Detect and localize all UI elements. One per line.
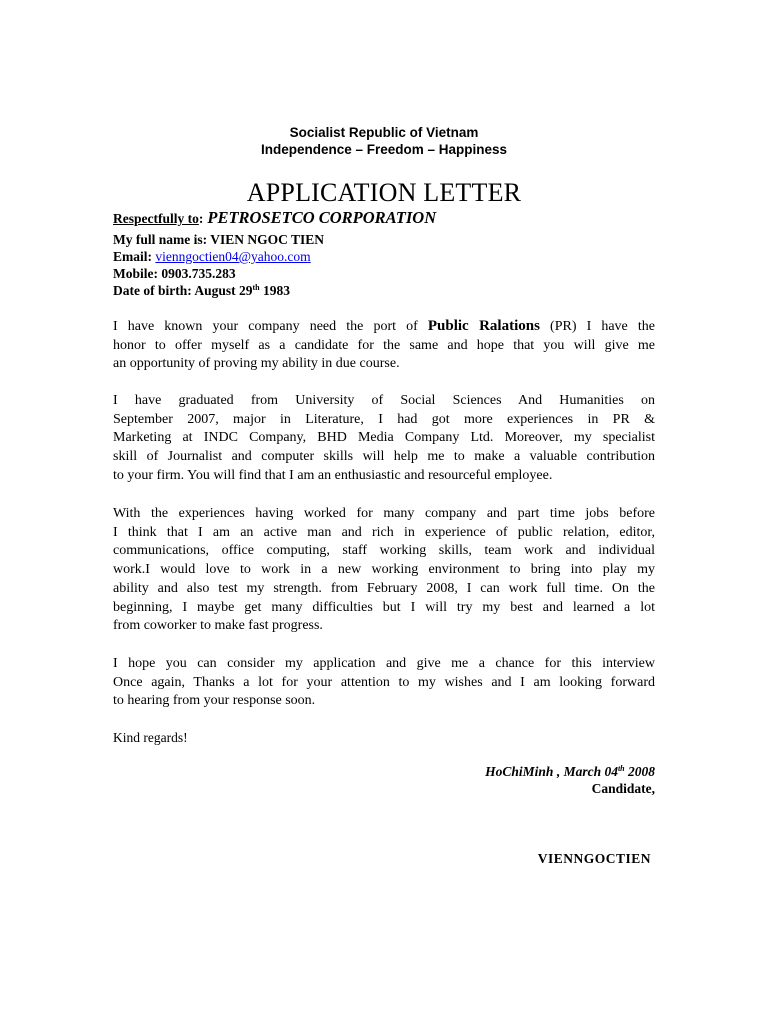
paragraph-2-line: to your firm. You will find that I am an enthusiastic and resourceful employee. (113, 467, 553, 483)
paragraph-2 (113, 392, 655, 486)
date-year: 2008 (624, 764, 655, 779)
paragraph-3-line: beginning, I maybe get many difficulties but I will try my best and learned a lot (113, 599, 655, 615)
paragraph-4 (113, 655, 655, 711)
paragraph-3 (113, 505, 655, 636)
paragraph-3-line: ability and also test my strength. from February 2008, I can work full time. On the (113, 580, 655, 596)
email-line (113, 248, 311, 265)
date-of-birth (113, 282, 290, 299)
mobile: Mobile: 0903.735.283 (113, 266, 236, 281)
paragraph-2-line: I have graduated from University of Social Sciences And Humanities on (113, 393, 655, 408)
candidate-label: Candidate, (591, 781, 655, 796)
p1-text-bold: Public Ralations (427, 318, 540, 334)
paragraph-4-line: to hearing from your response soon. (113, 693, 316, 709)
paragraph-3-line: With the experiences having worked for many company and part time jobs before (113, 506, 655, 521)
place-and-date (485, 764, 655, 780)
date-prefix: HoChiMinh , March 04 (485, 764, 618, 779)
paragraph-1-line: an opportunity of proving my ability in due course. (113, 356, 400, 372)
national-header-line1: Socialist Republic of Vietnam (289, 125, 479, 140)
date-ordinal: th (617, 764, 625, 773)
closing-regards: Kind regards! (113, 730, 188, 745)
full-name: My full name is: VIEN NGOC TIEN (113, 232, 325, 247)
recipient-corporation: PETROSETCO CORPORATION (207, 208, 437, 227)
paragraph-1 (113, 317, 655, 374)
respectfully-label: Respectfully to (113, 211, 199, 226)
paragraph-4-line: Once again, Thanks a lot for your attention to my wishes and I am looking forward (113, 674, 655, 690)
dob-year: 1983 (259, 283, 291, 298)
paragraph-2-line: Marketing at INDC Company, BHD Media Company Ltd. Moreover, my specialist (113, 430, 655, 446)
paragraph-4-line: I hope you can consider my application and give me a chance for this interview (113, 656, 655, 671)
email-link[interactable]: vienngoctien04@yahoo.com (155, 249, 311, 264)
recipient-line (113, 209, 436, 227)
p1-text-c: (PR) I have the (539, 319, 655, 334)
letter-title: APPLICATION LETTER (246, 178, 522, 207)
dob-prefix: Date of birth: August 29 (113, 283, 253, 298)
paragraph-2-line: September 2007, major in Literature, I had got more experiences in PR & (113, 411, 655, 427)
paragraph-1-line (113, 317, 655, 337)
paragraph-1-line: honor to offer myself as a candidate for the same and hope that you will give me (113, 337, 655, 353)
paragraph-3-line: I think that I am an active man and rich in experience of public relation, editor, (113, 524, 655, 540)
p1-text-a: I have known your company need the port of (113, 319, 428, 334)
paragraph-3-line: communications, office computing, staff working skills, team work and individual (113, 543, 655, 559)
paragraph-3-line: from coworker to make fast progress. (113, 618, 323, 634)
paragraph-3-line: work.I would love to work in a new working environment to bring into play my (113, 562, 655, 578)
national-header-line2: Independence – Freedom – Happiness (260, 142, 508, 157)
respectfully-colon: : (198, 211, 204, 226)
paragraph-2-line: skill of Journalist and computer skills will help me to make a valuable contribution (113, 449, 655, 465)
signature-name: VIENNGOCTIEN (537, 851, 651, 866)
email-label: Email: (113, 249, 156, 264)
dob-ordinal: th (252, 283, 260, 292)
